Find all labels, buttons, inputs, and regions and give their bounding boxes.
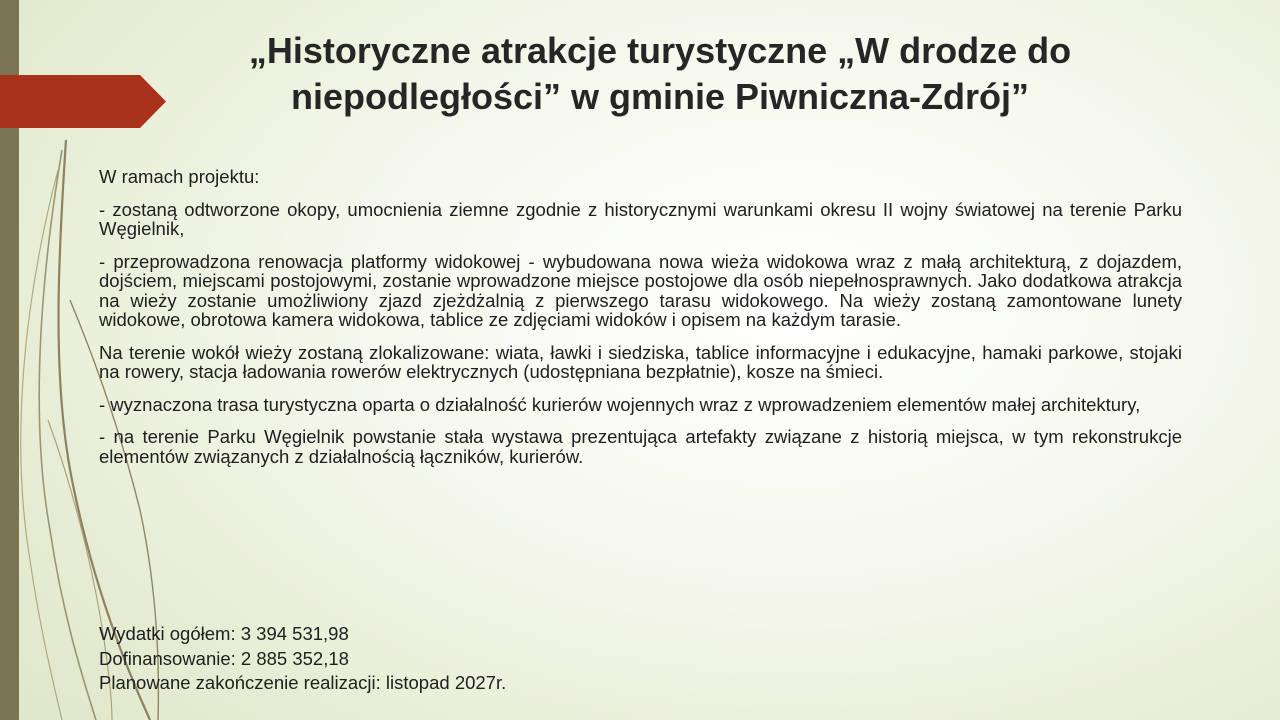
expenses-total: Wydatki ogółem: 3 394 531,98 [99,623,349,644]
paragraph-trail: - wyznaczona trasa turystyczna oparta o działalność kurierów wojennych wraz z wprowadzeniem elementów małej architektury, [99,393,1141,415]
cofinancing-amount: Dofinansowanie: 2 885 352,18 [99,647,349,669]
slide-title: „Historyczne atrakcje turystyczne „W drodze do niepodległości” w gminie Piwniczna-Zdrój” [248,30,1072,117]
completion-date: Planowane zakończenie realizacji: listopad 2027r. [99,672,507,693]
intro-text: W ramach projektu: [99,166,260,187]
paragraph-trenches: - zostaną odtworzone okopy, umocnienia ziemne zgodnie z historycznymi warunkami okresu II wojny światowej na terenie Parku Węgielnik, [99,198,1182,239]
slide-body [99,167,1182,479]
paragraph-exhibition: - na terenie Parku Węgielnik powstanie stała wystawa prezentująca artefakty związane z historią miejsca, w tym rekonstrukcje elementów związanych z działalnością łączników, kurierów. [99,426,1182,467]
paragraph-surroundings: Na terenie wokół wieży zostaną zlokalizowane: wiata, ławki i siedziska, tablice informacyjne i edukacyjne, hamaki parkowe, stojaki na rowery, stacja ładowania rowerów elektrycznych (udostępniana bezpłatnie), kosze na śmieci. [99,341,1182,382]
paragraph-tower: - przeprowadzona renowacja platformy widokowej - wybudowana nowa wieża widokowa wraz z małą architekturą, z dojazdem, dojściem, miejscami postojowymi, zostanie wprowadzone miejsce postojowe dla osób niepełnosprawnych. Jako dodatkowa atrakcja na wieży zostanie umożliwiony zjazd zjeżdżalnią z pierwszego tarasu widokowego. Na wieży zostaną zamontowane lunety widokowe, obrotowa kamera widokowa, tablice ze zdjęciami widoków i opisem na każdym tarasie. [99,250,1182,330]
slide-footer [99,622,999,696]
